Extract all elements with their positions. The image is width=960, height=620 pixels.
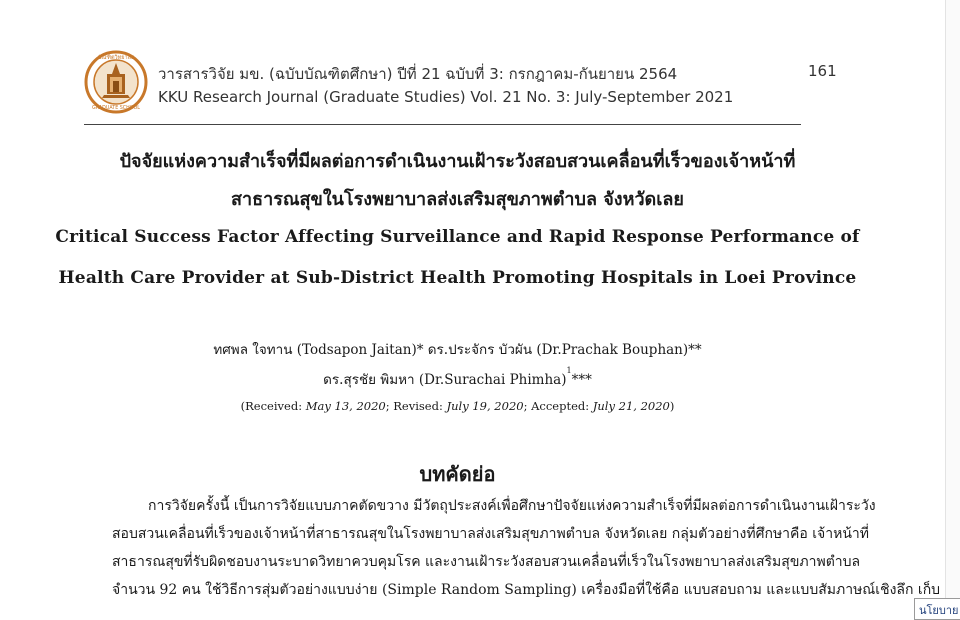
article-title-english-line2: Health Care Provider at Sub-District Health Promoting Hospitals in Loei Province — [58, 268, 857, 288]
abstract-line: สาธารณสุขที่รับผิดชอบงานระบาดวิทยาควบคุมโรค และงานเฝ้าระวังสอบสวนเคลื่อนที่เร็วในโรงพยาบาลส่งเสริมสุขภาพตำบล — [112, 554, 861, 570]
accepted-date: July 21, 2020 — [592, 399, 670, 413]
author-list-line1: ทศพล ใจทาน (Todsapon Jaitan)* ดร.ประจักร บัวผัน (Dr.Prachak Bouphan)** — [213, 342, 702, 358]
abstract-line: สอบสวนเคลื่อนที่เร็วของเจ้าหน้าที่สาธารณสุขในโรงพยาบาลส่งเสริมสุขภาพตำบล จังหวัดเลย กลุ่มตัวอย่างที่ศึกษาคือ เจ้าหน้าที่ — [112, 526, 869, 542]
journal-name-thai: วารสารวิจัย มข. (ฉบับบัณฑิตศึกษา) ปีที่ 21 ฉบับที่ 3: กรกฎาคม-กันยายน 2564 — [158, 65, 678, 83]
abstract-line: จำนวน 92 คน ใช้วิธีการสุ่มตัวอย่างแบบง่าย (Simple Random Sampling) เครื่องมือที่ใช้คือ แบบสอบถาม และแบบสัมภาษณ์เชิงลึก เก็บ — [112, 582, 941, 598]
article-dates — [0, 399, 915, 413]
affiliation-mark: 1 — [566, 366, 572, 375]
article-title-thai-line2: สาธารณสุขในโรงพยาบาลส่งเสริมสุขภาพตำบล จังหวัดเลย — [231, 189, 684, 210]
viewer-tooltip-tab[interactable]: นโยบาย — [914, 598, 960, 620]
svg-text:GRADUATE SCHOOL: GRADUATE SCHOOL — [92, 106, 140, 111]
journal-name-english: KKU Research Journal (Graduate Studies) Vol. 21 No. 3: July-September 2021 — [158, 88, 734, 106]
viewer-scrollbar-edge[interactable] — [945, 0, 960, 614]
accepted-label: ; Accepted: — [523, 399, 593, 413]
author-footnote-mark: *** — [571, 372, 592, 388]
author-name: ดร.สุรชัย พิมหา (Dr.Surachai Phimha) — [323, 372, 567, 388]
abstract-line: การวิจัยครั้งนี้ เป็นการวิจัยแบบภาคตัดขวาง มีวัตถุประสงค์เพื่อศึกษาปัจจัยแห่งความสำเร็จที่มีผลต่อการดำเนินงานเฝ้าระวัง — [148, 498, 876, 514]
abstract-heading: บทคัดย่อ — [419, 462, 496, 486]
header-divider — [84, 124, 801, 125]
author-list-line2 — [0, 368, 915, 390]
svg-text:บัณฑิตวิทยาลัย: บัณฑิตวิทยาลัย — [97, 55, 135, 61]
received-date: May 13, 2020 — [305, 399, 386, 413]
article-title-thai-line1: ปัจจัยแห่งความสำเร็จที่มีผลต่อการดำเนินงานเฝ้าระวังสอบสวนเคลื่อนที่เร็วของเจ้าหน้าที่ — [119, 151, 796, 172]
revised-date: July 19, 2020 — [446, 399, 524, 413]
received-label: (Received: — [240, 399, 306, 413]
dates-close: ) — [669, 399, 675, 413]
graduate-school-logo — [84, 50, 148, 114]
revised-label: ; Revised: — [385, 399, 447, 413]
page-number: 161 — [808, 62, 837, 80]
article-title-english-line1: Critical Success Factor Affecting Surveillance and Rapid Response Performance of — [55, 227, 860, 247]
